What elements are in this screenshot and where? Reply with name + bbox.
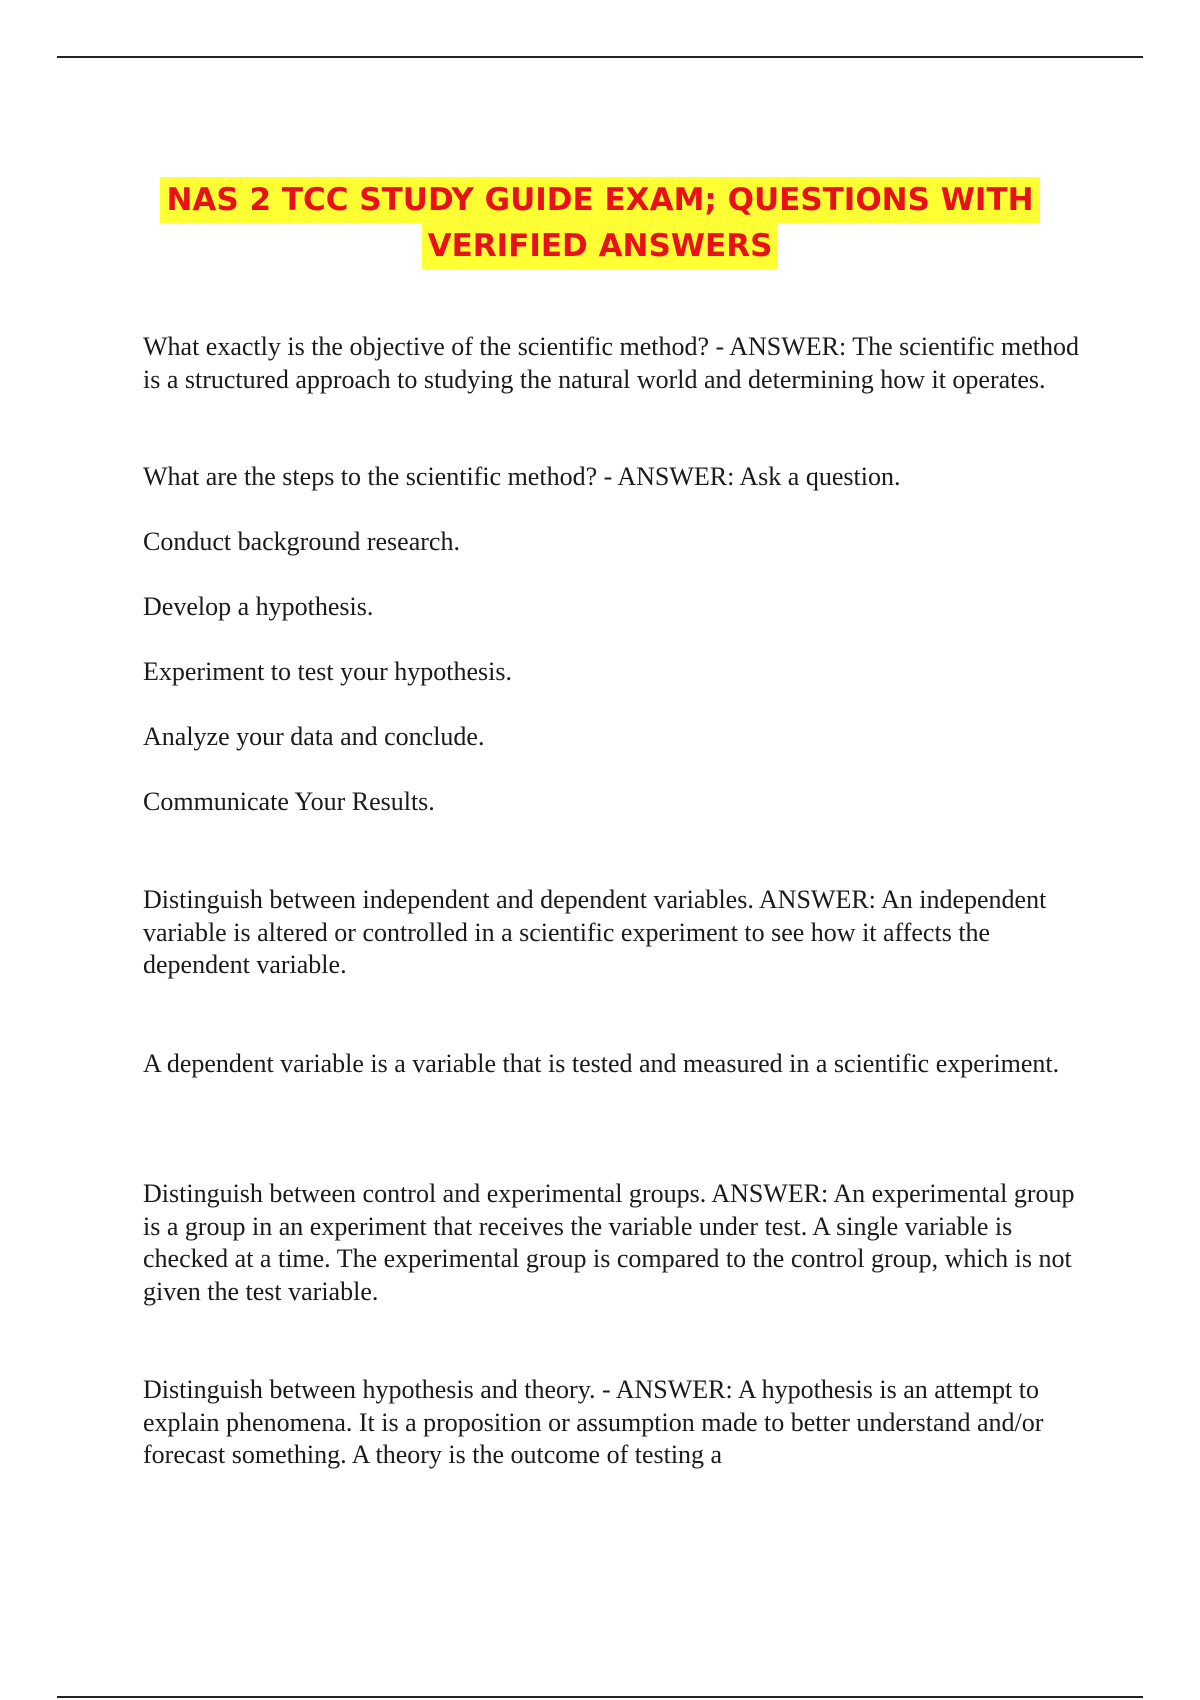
title-line-2: VERIFIED ANSWERS	[422, 223, 779, 269]
step-research: Conduct background research.	[143, 527, 460, 556]
header-rule	[57, 56, 1143, 58]
step-hypothesis: Develop a hypothesis.	[143, 592, 374, 621]
step-analyze: Analyze your data and conclude.	[143, 722, 485, 751]
dependent-variable-note: A dependent variable is a variable that is tested and measured in a scientific experiment.	[143, 1049, 1060, 1078]
document-title	[0, 177, 1200, 269]
qa-control-groups: Distinguish between control and experimental groups. ANSWER: An experimental group is a group in an experiment that receives the variable under test. A single variable is checked at a time. The experimental group is compared to the control group, which is not given the test variable.	[143, 1179, 1075, 1306]
footer-rule	[57, 1696, 1143, 1698]
title-line-1: NAS 2 TCC STUDY GUIDE EXAM; QUESTIONS WITH	[160, 177, 1039, 223]
step-experiment: Experiment to test your hypothesis.	[143, 657, 513, 686]
qa-steps: What are the steps to the scientific method? - ANSWER: Ask a question.	[143, 462, 901, 491]
qa-objective: What exactly is the objective of the scientific method? - ANSWER: The scientific method is a structured approach to studying the natural world and determining how it operates.	[143, 332, 1079, 394]
step-communicate: Communicate Your Results.	[143, 787, 435, 816]
qa-hypothesis-theory: Distinguish between hypothesis and theory. - ANSWER: A hypothesis is an attempt to explain phenomena. It is a proposition or assumption made to better understand and/or forecast something. A theory is the outcome of testing a	[143, 1375, 1044, 1469]
qa-variables: Distinguish between independent and dependent variables. ANSWER: An independent variable is altered or controlled in a scientific experiment to see how it affects the dependent variable.	[143, 885, 1047, 979]
